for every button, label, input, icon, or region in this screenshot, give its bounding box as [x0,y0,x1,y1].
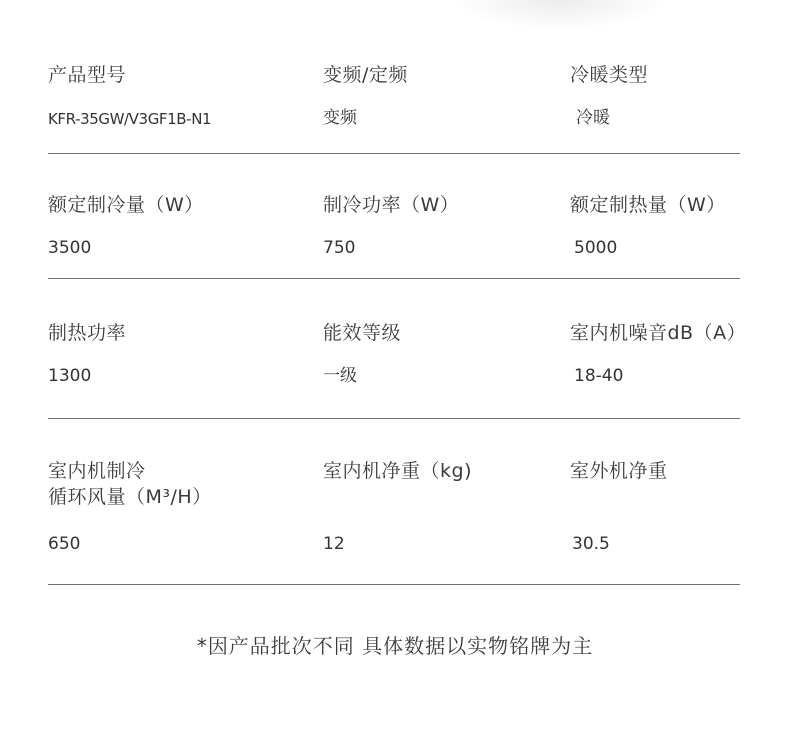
spec-value: 变频 [323,108,357,128]
spec-cell-type [570,62,649,128]
spec-value: 1300 [48,366,92,386]
spec-value: 冷暖 [576,108,610,128]
spec-cell-outdoor-weight [570,458,668,554]
spec-value: 一级 [323,366,357,386]
spec-label: 室外机净重 [570,460,668,482]
spec-label: 额定制热量（W） [570,194,726,216]
spec-label: 产品型号 [48,64,127,86]
spec-cell-model [48,62,212,128]
spec-cell-indoor-noise [570,320,747,386]
spec-value: 30.5 [572,534,610,554]
spec-label: 冷暖类型 [570,64,649,86]
row-divider [48,153,740,154]
row-divider [48,584,740,585]
spec-value: 12 [323,534,345,554]
spec-value: KFR-35GW/V3GF1B-N1 [48,110,212,128]
spec-label: 额定制冷量（W） [48,194,204,216]
spec-cell-indoor-weight [323,458,472,554]
spec-value: 5000 [574,238,618,258]
spec-value: 3500 [48,238,92,258]
row-divider [48,278,740,279]
top-decorative-glow [450,0,670,30]
spec-value: 750 [323,238,356,258]
footnote-disclaimer: *因产品批次不同 具体数据以实物铭牌为主 [196,634,594,658]
spec-cell-heating-power [48,320,127,386]
spec-value: 18-40 [574,366,624,386]
spec-value: 650 [48,534,81,554]
spec-label: 能效等级 [323,322,402,344]
spec-label: 制热功率 [48,322,127,344]
row-divider [48,418,740,419]
spec-label: 室内机噪音dB（A） [570,322,747,344]
spec-cell-heating-capacity [570,192,726,258]
spec-label: 制冷功率（W） [323,194,460,216]
spec-label: 室内机制冷 循环风量（M³/H） [48,460,212,508]
spec-label: 变频/定频 [323,64,408,86]
spec-cell-indoor-airflow [48,458,212,554]
spec-cell-cooling-power [323,192,460,258]
spec-label: 室内机净重（kg) [323,460,472,482]
spec-cell-inverter [323,62,408,128]
spec-cell-energy-grade [323,320,402,386]
spec-cell-cooling-capacity [48,192,204,258]
